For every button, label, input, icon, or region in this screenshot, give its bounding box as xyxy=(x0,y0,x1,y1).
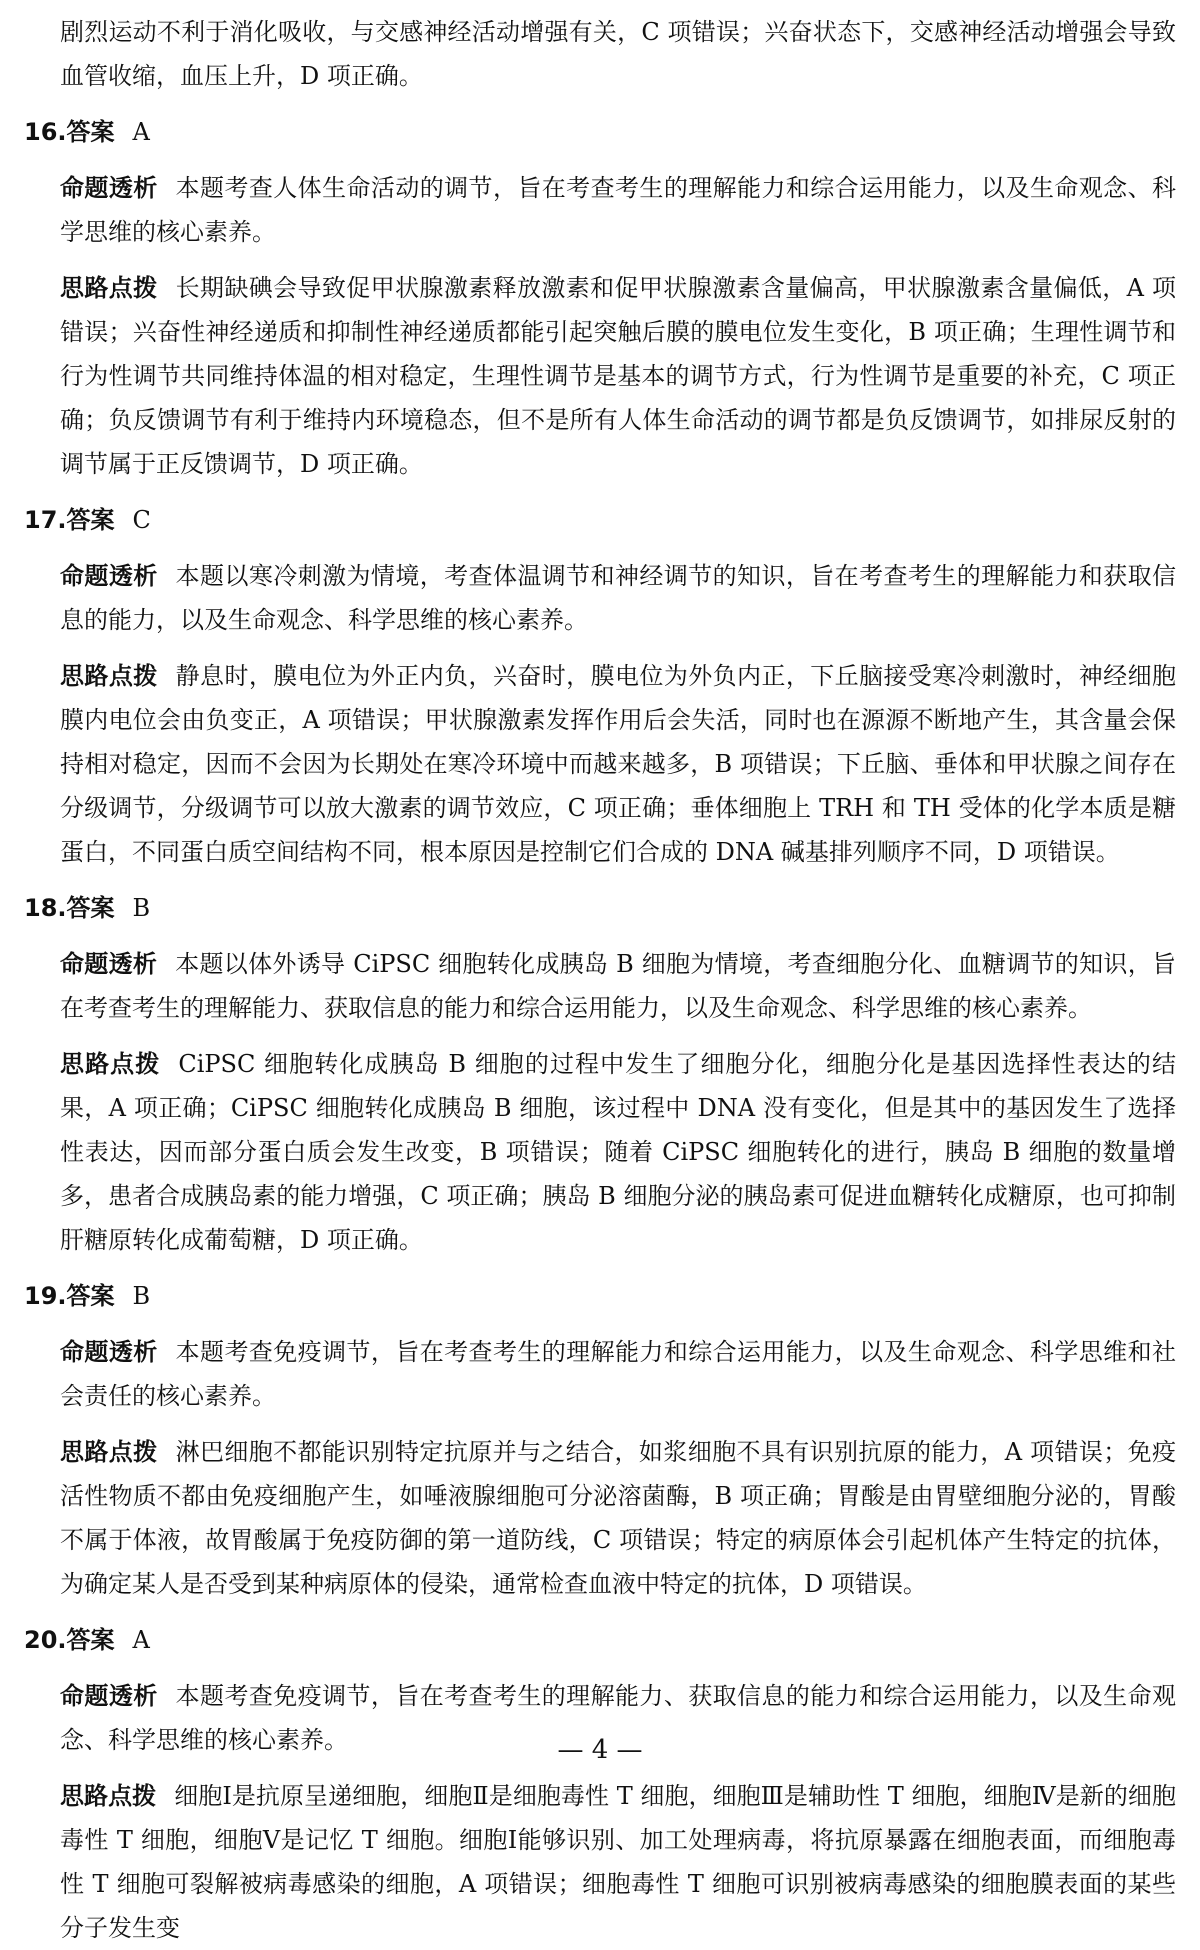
answer-line xyxy=(24,110,1176,154)
analysis-label: 命题透析 xyxy=(60,174,158,202)
hint-paragraph xyxy=(60,1430,1176,1606)
hint-text: 细胞Ⅰ是抗原呈递细胞，细胞Ⅱ是细胞毒性 T 细胞，细胞Ⅲ是辅助性 T 细胞，细胞Ⅳ是新的细胞毒性 T 细胞，细胞Ⅴ是记忆 T 细胞。细胞Ⅰ能够识别、加工处理病毒，将抗原暴露在细胞表面，而细胞毒性 T 细胞可裂解被病毒感染的细胞，A 项错误；细胞毒性 T 细胞可识别被病毒感染的细胞膜表面的某些分子发生变 xyxy=(60,1782,1176,1942)
answer-value: C xyxy=(132,506,151,534)
analysis-text: 本题以寒冷刺激为情境，考查体温调节和神经调节的知识，旨在考查考生的理解能力和获取信息的能力，以及生命观念、科学思维的核心素养。 xyxy=(60,562,1177,634)
analysis-text: 本题以体外诱导 CiPSC 细胞转化成胰岛 B 细胞为情境，考查细胞分化、血糖调节的知识，旨在考查考生的理解能力、获取信息的能力和综合运用能力，以及生命观念、科学思维的核心素养。 xyxy=(60,950,1176,1022)
question-number: 19. xyxy=(24,1282,67,1310)
hint-paragraph xyxy=(60,266,1176,486)
answer-label: 答案 xyxy=(66,1626,115,1654)
analysis-paragraph xyxy=(60,1330,1176,1418)
question-17 xyxy=(24,498,1177,874)
hint-text: 长期缺碘会导致促甲状腺激素释放激素和促甲状腺激素含量偏高，甲状腺激素含量偏低，A 项错误；兴奋性神经递质和抑制性神经递质都能引起突触后膜的膜电位发生变化，B 项正确；生理性调节和行为性调节共同维持体温的相对稳定，生理性调节是基本的调节方式，行为性调节是重要的补充，C 项正确；负反馈调节有利于维持内环境稳态，但不是所有人体生命活动的调节都是负反馈调节，如排尿反射的调节属于正反馈调节，D 项正确。 xyxy=(60,274,1177,478)
answer-value: A xyxy=(132,1626,150,1654)
answer-label: 答案 xyxy=(66,506,115,534)
answer-label: 答案 xyxy=(66,894,115,922)
analysis-label: 命题透析 xyxy=(60,562,158,590)
question-number: 18. xyxy=(24,894,67,922)
analysis-label: 命题透析 xyxy=(60,950,158,978)
hint-paragraph xyxy=(60,1774,1176,1950)
question-number: 20. xyxy=(24,1626,67,1654)
analysis-paragraph xyxy=(60,554,1176,642)
hint-label: 思路点拨 xyxy=(60,1782,157,1810)
hint-text: 静息时，膜电位为外正内负，兴奋时，膜电位为外负内正，下丘脑接受寒冷刺激时，神经细胞膜内电位会由负变正，A 项错误；甲状腺激素发挥作用后会失活，同时也在源源不断地产生，其含量会保持相对稳定，因而不会因为长期处在寒冷环境中而越来越多，B 项错误；下丘脑、垂体和甲状腺之间存在分级调节，分级调节可以放大激素的调节效应，C 项正确；垂体细胞上 TRH 和 TH 受体的化学本质是糖蛋白，不同蛋白质空间结构不同，根本原因是控制它们合成的 DNA 碱基排列顺序不同，D 项错误。 xyxy=(60,662,1177,866)
answer-label: 答案 xyxy=(66,118,115,146)
question-19 xyxy=(24,1274,1177,1606)
answer-value: A xyxy=(132,118,150,146)
analysis-text: 本题考查人体生命活动的调节，旨在考查考生的理解能力和综合运用能力，以及生命观念、科学思维的核心素养。 xyxy=(60,174,1177,246)
page-number: — 4 — xyxy=(557,1735,643,1765)
hint-label: 思路点拨 xyxy=(60,274,158,302)
question-16 xyxy=(24,110,1177,486)
hint-label: 思路点拨 xyxy=(60,662,158,690)
question-number: 16. xyxy=(24,118,67,146)
question-18 xyxy=(24,886,1177,1262)
analysis-text: 本题考查免疫调节，旨在考查考生的理解能力和综合运用能力，以及生命观念、科学思维和社会责任的核心素养。 xyxy=(60,1338,1177,1410)
answer-line xyxy=(24,886,1176,930)
answer-label: 答案 xyxy=(66,1282,115,1310)
analysis-paragraph xyxy=(60,166,1176,254)
hint-paragraph xyxy=(60,654,1176,874)
hint-paragraph xyxy=(60,1042,1176,1262)
analysis-label: 命题透析 xyxy=(60,1338,158,1366)
answer-line xyxy=(24,1274,1176,1318)
hint-label: 思路点拨 xyxy=(60,1050,161,1078)
question-number: 17. xyxy=(24,506,67,534)
analysis-paragraph xyxy=(60,942,1176,1030)
analysis-text: 本题考查免疫调节，旨在考查考生的理解能力、获取信息的能力和综合运用能力，以及生命观念、科学思维的核心素养。 xyxy=(60,1682,1177,1754)
answer-value: B xyxy=(132,1282,151,1310)
hint-text: 淋巴细胞不都能识别特定抗原并与之结合，如浆细胞不具有识别抗原的能力，A 项错误；免疫活性物质不都由免疫细胞产生，如唾液腺细胞可分泌溶菌酶，B 项正确；胃酸是由胃壁细胞分泌的，胃酸不属于体液，故胃酸属于免疫防御的第一道防线，C 项错误；特定的病原体会引起机体产生特定的抗体，为确定某人是否受到某种病原体的侵染，通常检查血液中特定的抗体，D 项错误。 xyxy=(60,1438,1177,1598)
continued-paragraph: 剧烈运动不利于消化吸收，与交感神经活动增强有关，C 项错误；兴奋状态下，交感神经活动增强会导致血管收缩，血压上升，D 项正确。 xyxy=(60,18,1176,90)
answer-line xyxy=(24,498,1176,542)
answer-value: B xyxy=(132,894,151,922)
question-20 xyxy=(24,1618,1177,1950)
answer-line xyxy=(24,1618,1176,1662)
hint-label: 思路点拨 xyxy=(60,1438,158,1466)
hint-text: CiPSC 细胞转化成胰岛 B 细胞的过程中发生了细胞分化，细胞分化是基因选择性表达的结果，A 项正确；CiPSC 细胞转化成胰岛 B 细胞，该过程中 DNA 没有变化，但是其中的基因发生了选择性表达，因而部分蛋白质会发生改变，B 项错误；随着 CiPSC 细胞转化的进行，胰岛 B 细胞的数量增多，患者合成胰岛素的能力增强，C 项正确；胰岛 B 细胞分泌的胰岛素可促进血糖转化成糖原，也可抑制肝糖原转化成葡萄糖，D 项正确。 xyxy=(60,1050,1177,1254)
analysis-label: 命题透析 xyxy=(60,1682,158,1710)
